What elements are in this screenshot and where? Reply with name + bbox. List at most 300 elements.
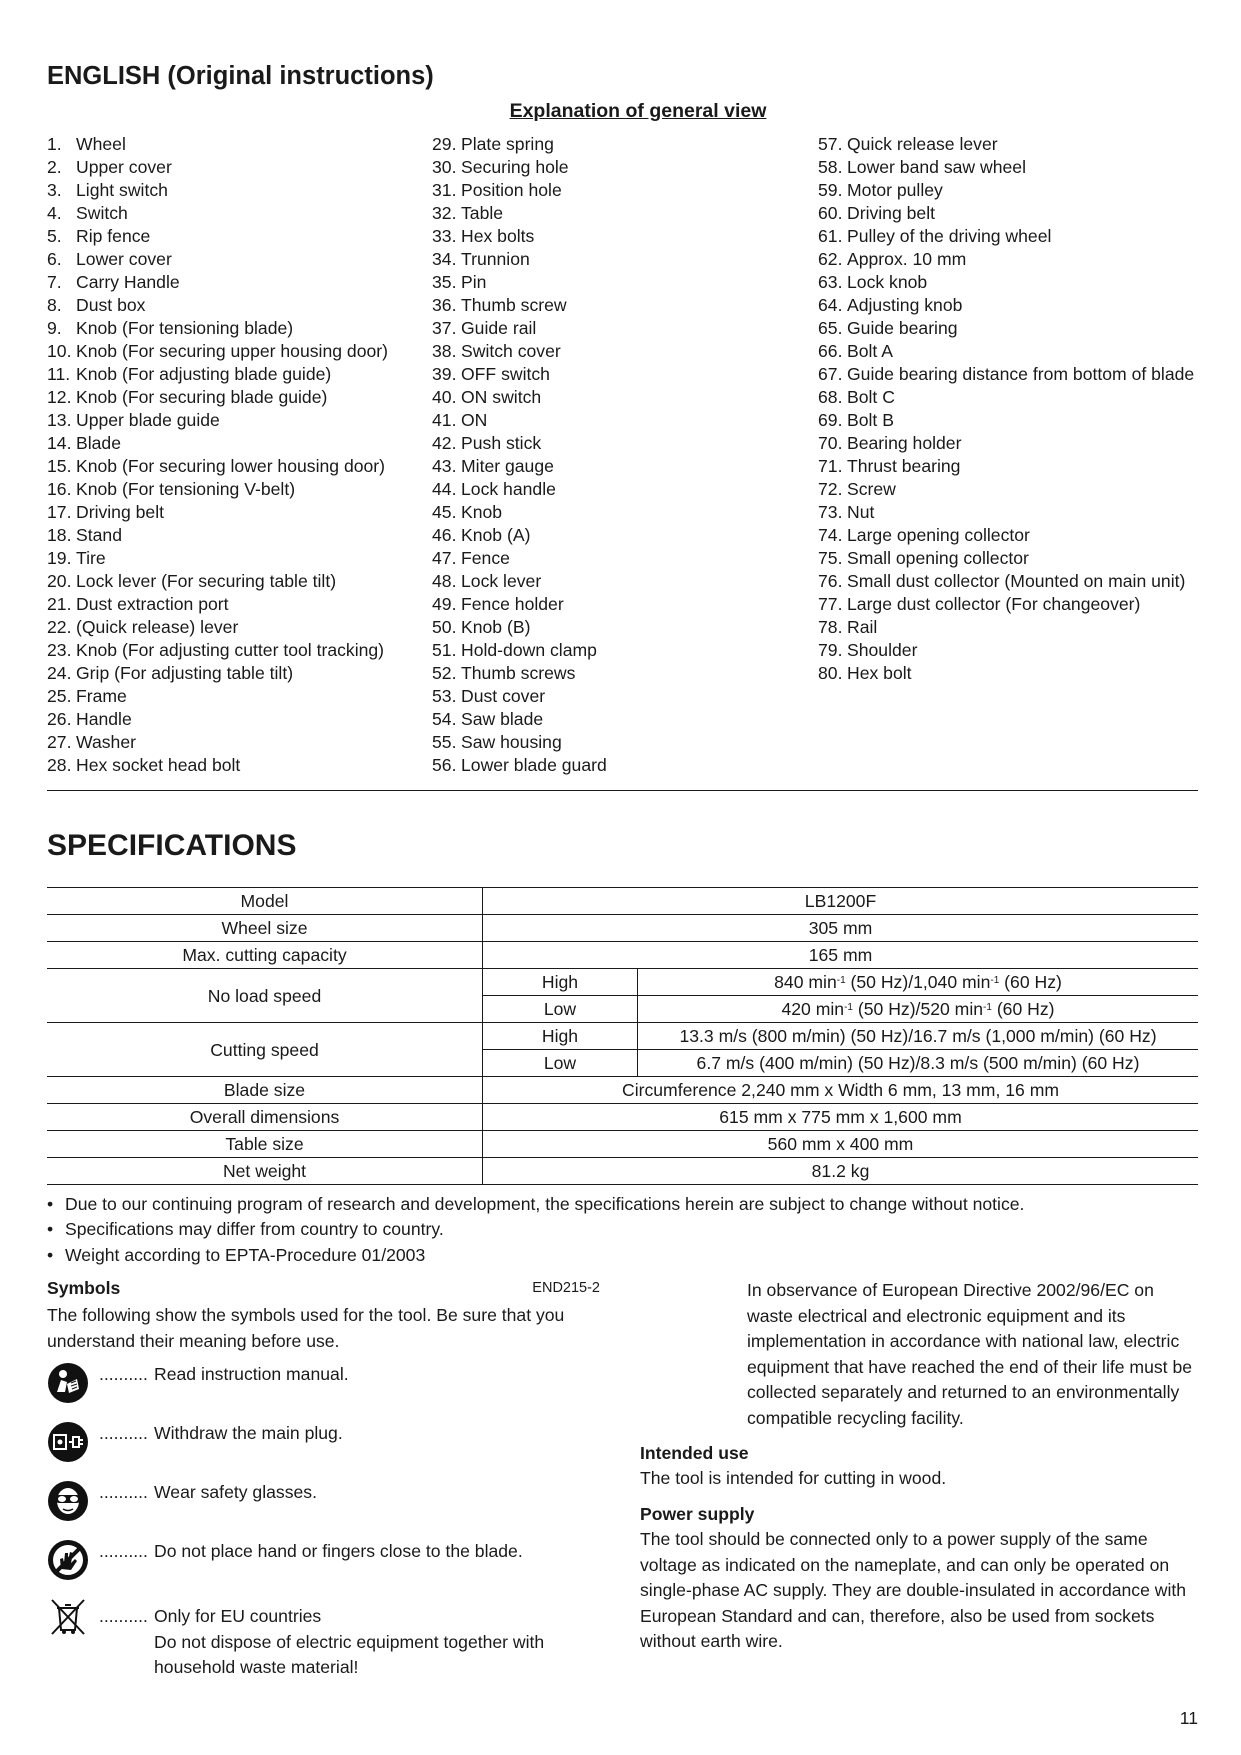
item-label: Upper blade guide (76, 410, 220, 430)
list-item (818, 616, 1218, 639)
item-number: 44. (432, 479, 457, 499)
item-number: 76. (818, 571, 843, 591)
spec-sublabel: Low (483, 996, 638, 1023)
spec-value: 615 mm x 775 mm x 1,600 mm (483, 1104, 1199, 1131)
symbol-leader: .......... (99, 1541, 148, 1561)
spec-label: Model (47, 888, 483, 915)
safety-glasses-icon (47, 1480, 89, 1522)
symbol-leader: .......... (99, 1364, 148, 1384)
item-number: 9. (47, 318, 62, 338)
list-item (47, 294, 427, 317)
item-number: 33. (432, 226, 457, 246)
spec-label: Overall dimensions (47, 1104, 483, 1131)
list-item (47, 432, 427, 455)
spec-label: Wheel size (47, 915, 483, 942)
item-label: Hold-down clamp (461, 640, 597, 660)
item-label: Securing hole (461, 157, 569, 177)
power-supply-heading: Power supply (640, 1504, 755, 1524)
list-item (47, 271, 427, 294)
list-item (818, 225, 1218, 248)
item-label: Screw (847, 479, 896, 499)
item-label: Pulley of the driving wheel (847, 226, 1052, 246)
item-label: Hex socket head bolt (76, 755, 241, 775)
item-number: 19. (47, 548, 72, 568)
item-number: 17. (47, 502, 72, 522)
item-number: 11. (47, 364, 71, 384)
list-item (47, 478, 427, 501)
item-label: Wheel (76, 134, 126, 154)
spec-value: Circumference 2,240 mm x Width 6 mm, 13 mm, 16 mm (483, 1077, 1199, 1104)
item-number: 25. (47, 686, 72, 706)
item-label: Nut (847, 502, 875, 522)
list-item (432, 202, 812, 225)
item-label: Large opening collector (847, 525, 1030, 545)
withdraw-plug-icon (47, 1421, 89, 1463)
spec-sublabel: High (483, 969, 638, 996)
list-item (47, 340, 427, 363)
list-item (47, 754, 427, 777)
item-label: Guide bearing distance from bottom of blade (847, 364, 1195, 384)
item-label: Saw housing (461, 732, 562, 752)
spec-note: • Due to our continuing program of research and development, the specifications herein are subject to change without notice. (47, 1192, 1024, 1217)
item-label: Bolt C (847, 387, 895, 407)
item-label: Rail (847, 617, 878, 637)
item-number: 49. (432, 594, 457, 614)
item-label: Upper cover (76, 157, 172, 177)
item-number: 40. (432, 387, 457, 407)
spec-label: Max. cutting capacity (47, 942, 483, 969)
item-label: Bolt A (847, 341, 893, 361)
list-item (47, 409, 427, 432)
item-number: 34. (432, 249, 457, 269)
item-number: 59. (818, 180, 843, 200)
item-label: Guide rail (461, 318, 537, 338)
item-number: 15. (47, 456, 72, 476)
item-label: Table (461, 203, 504, 223)
section-divider (47, 790, 1198, 791)
item-label: ON (461, 410, 488, 430)
weee-directive-text: In observance of European Directive 2002/96/EC on waste electrical and electronic equipment and its implementation in accordance with national law, electric equipment that have reached the end of their life must be collected separately and returned to an environmentally compatible recycling facility. (747, 1280, 1193, 1428)
spec-sublabel: Low (483, 1050, 638, 1077)
item-number: 53. (432, 686, 457, 706)
item-label: Switch (76, 203, 128, 223)
item-label: Handle (76, 709, 132, 729)
symbol-leader: .......... (99, 1606, 148, 1626)
item-number: 45. (432, 502, 457, 522)
list-item (818, 202, 1218, 225)
item-label: Lock lever (For securing table tilt) (76, 571, 337, 591)
list-item (432, 708, 812, 731)
spec-value: 81.2 kg (483, 1158, 1199, 1185)
item-label: Thrust bearing (847, 456, 961, 476)
list-item (818, 248, 1218, 271)
item-number: 4. (47, 203, 62, 223)
spec-value: 840 $\min^{-1} (50$ Hz)/1,040 $\min^{-1} (60$ Hz) (638, 969, 1199, 996)
item-number: 16. (47, 479, 72, 499)
item-label: Knob (For tensioning blade) (76, 318, 294, 338)
list-item (432, 271, 812, 294)
symbol-leader: .......... (99, 1423, 148, 1443)
item-number: 75. (818, 548, 843, 568)
list-item (432, 409, 812, 432)
list-item (432, 179, 812, 202)
item-number: 5. (47, 226, 62, 246)
weee-bin-icon (47, 1596, 89, 1638)
list-item (818, 179, 1218, 202)
item-number: 62. (818, 249, 843, 269)
spec-value: 305 mm (483, 915, 1199, 942)
item-number: 35. (432, 272, 457, 292)
item-label: Knob (B) (461, 617, 531, 637)
list-item (47, 248, 427, 271)
list-item (432, 478, 812, 501)
item-number: 57. (818, 134, 843, 154)
item-number: 74. (818, 525, 843, 545)
specifications-title: SPECIFICATIONS (47, 829, 297, 862)
item-label: Lower band saw wheel (847, 157, 1026, 177)
list-item (432, 317, 812, 340)
list-item (432, 501, 812, 524)
item-number: 29. (432, 134, 457, 154)
item-number: 64. (818, 295, 843, 315)
item-number: 2. (47, 157, 62, 177)
spec-sublabel: High (483, 1023, 638, 1050)
item-number: 79. (818, 640, 843, 660)
item-label: Lock handle (461, 479, 556, 499)
item-number: 38. (432, 341, 457, 361)
item-number: 14. (47, 433, 72, 453)
item-label: Fence holder (461, 594, 564, 614)
item-label: Knob (For securing lower housing door) (76, 456, 386, 476)
table-row (47, 942, 1198, 969)
item-number: 39. (432, 364, 457, 384)
list-item (432, 432, 812, 455)
item-label: Stand (76, 525, 122, 545)
general-view-title: Explanation of general view (509, 100, 767, 122)
item-number: 13. (47, 410, 72, 430)
item-label: (Quick release) lever (76, 617, 239, 637)
list-item (432, 156, 812, 179)
list-item (47, 455, 427, 478)
item-label: Shoulder (847, 640, 918, 660)
item-number: 46. (432, 525, 457, 545)
spec-value: LB1200F (483, 888, 1199, 915)
document-code: END215-2 (532, 1280, 600, 1296)
power-supply-text: The tool should be connected only to a power supply of the same voltage as indicated on the nameplate, and can only be operated on single-phase AC supply. They are double-insulated in accordance with European Standard and can, therefore, also be used from sockets without earth wire. (640, 1529, 1187, 1651)
general-view-column-3 (818, 133, 1218, 685)
symbol-text-line: Only for EU countries (154, 1606, 322, 1626)
item-number: 24. (47, 663, 72, 683)
symbol-text: Read instruction manual. (154, 1364, 349, 1384)
item-label: Grip (For adjusting table tilt) (76, 663, 294, 683)
list-item (47, 593, 427, 616)
item-label: Knob (For tensioning V-belt) (76, 479, 296, 499)
list-item (47, 662, 427, 685)
symbol-leader: .......... (99, 1482, 148, 1502)
list-item (47, 685, 427, 708)
item-number: 8. (47, 295, 62, 315)
item-label: Dust box (76, 295, 146, 315)
item-number: 80. (818, 663, 843, 683)
list-item (47, 524, 427, 547)
item-label: Knob (A) (461, 525, 531, 545)
item-label: Washer (76, 732, 136, 752)
item-label: Motor pulley (847, 180, 943, 200)
item-number: 43. (432, 456, 457, 476)
item-label: Lower cover (76, 249, 172, 269)
table-row (47, 1104, 1198, 1131)
spec-value: 420 $\min^{-1} (50$ Hz)/520 $\min^{-1} (60$ Hz) (638, 996, 1199, 1023)
no-hands-icon (47, 1539, 89, 1581)
list-item (47, 708, 427, 731)
item-label: OFF switch (461, 364, 550, 384)
list-item (818, 570, 1218, 593)
item-number: 70. (818, 433, 843, 453)
read-manual-icon (47, 1362, 89, 1404)
list-item (47, 501, 427, 524)
item-number: 77. (818, 594, 843, 614)
item-label: Push stick (461, 433, 542, 453)
list-item (432, 455, 812, 478)
item-label: Dust extraction port (76, 594, 229, 614)
item-number: 73. (818, 502, 843, 522)
item-label: Small opening collector (847, 548, 1029, 568)
item-number: 32. (432, 203, 457, 223)
list-item (47, 156, 427, 179)
list-item (818, 455, 1218, 478)
table-row (47, 1077, 1198, 1104)
item-label: ON switch (461, 387, 542, 407)
spec-value: 165 mm (483, 942, 1199, 969)
list-item (432, 340, 812, 363)
item-label: Rip fence (76, 226, 151, 246)
list-item (818, 593, 1218, 616)
list-item (432, 386, 812, 409)
item-number: 6. (47, 249, 62, 269)
item-number: 47. (432, 548, 457, 568)
list-item (818, 478, 1218, 501)
item-number: 41. (432, 410, 457, 430)
spec-label: Table size (47, 1131, 483, 1158)
symbol-text: Do not place hand or fingers close to the blade. (154, 1541, 523, 1561)
intended-use-heading: Intended use (640, 1443, 749, 1463)
item-label: Miter gauge (461, 456, 554, 476)
list-item (47, 179, 427, 202)
item-label: Position hole (461, 180, 562, 200)
spec-label: No load speed (47, 969, 483, 1023)
list-item (47, 616, 427, 639)
list-item (47, 133, 427, 156)
list-item (432, 133, 812, 156)
item-label: Pin (461, 272, 487, 292)
item-label: Fence (461, 548, 510, 568)
page-number: 11 (1179, 1708, 1198, 1728)
page-title: ENGLISH (Original instructions) (47, 62, 434, 90)
item-number: 51. (432, 640, 457, 660)
item-label: Knob (For securing blade guide) (76, 387, 328, 407)
item-number: 3. (47, 180, 62, 200)
spec-note: • Specifications may differ from country to country. (47, 1217, 1024, 1242)
list-item (432, 593, 812, 616)
item-label: Bolt B (847, 410, 894, 430)
list-item (432, 731, 812, 754)
list-item (818, 340, 1218, 363)
item-label: Driving belt (76, 502, 165, 522)
table-row (47, 915, 1198, 942)
item-label: Knob (461, 502, 503, 522)
list-item (432, 248, 812, 271)
list-item (47, 225, 427, 248)
item-number: 36. (432, 295, 457, 315)
item-number: 69. (818, 410, 843, 430)
item-number: 1. (47, 134, 62, 154)
item-number: 48. (432, 571, 457, 591)
list-item (818, 317, 1218, 340)
spec-value: 6.7 m/s (400 m/min) (50 Hz)/8.3 m/s (500 m/min) (60 Hz) (638, 1050, 1199, 1077)
item-number: 63. (818, 272, 843, 292)
item-label: Saw blade (461, 709, 544, 729)
list-item (818, 639, 1218, 662)
list-item (818, 409, 1218, 432)
item-label: Driving belt (847, 203, 936, 223)
table-row (47, 1023, 1198, 1050)
item-number: 78. (818, 617, 843, 637)
item-label: Adjusting knob (847, 295, 963, 315)
item-label: Switch cover (461, 341, 561, 361)
item-number: 27. (47, 732, 72, 752)
spec-label: Cutting speed (47, 1023, 483, 1077)
item-number: 58. (818, 157, 843, 177)
list-item (818, 501, 1218, 524)
item-label: Knob (For adjusting cutter tool tracking) (76, 640, 385, 660)
item-number: 37. (432, 318, 457, 338)
item-label: Thumb screw (461, 295, 567, 315)
item-label: Lock knob (847, 272, 928, 292)
item-label: Carry Handle (76, 272, 180, 292)
item-number: 30. (432, 157, 457, 177)
item-label: Lock lever (461, 571, 542, 591)
item-label: Knob (For securing upper housing door) (76, 341, 388, 361)
list-item (47, 202, 427, 225)
list-item (818, 662, 1218, 685)
table-row (47, 888, 1198, 915)
list-item (47, 363, 427, 386)
symbol-text-line: Do not dispose of electric equipment together with household waste material! (154, 1631, 545, 1677)
spec-value: 13.3 m/s (800 m/min) (50 Hz)/16.7 m/s (1,000 m/min) (60 Hz) (638, 1023, 1199, 1050)
list-item (432, 685, 812, 708)
item-number: 7. (47, 272, 62, 292)
item-number: 54. (432, 709, 457, 729)
list-item (47, 731, 427, 754)
list-item (47, 317, 427, 340)
specifications-table (47, 887, 1198, 1185)
item-label: Frame (76, 686, 127, 706)
item-number: 31. (432, 180, 457, 200)
list-item (818, 547, 1218, 570)
symbols-intro: The following show the symbols used for the tool. Be sure that you understand their meaning before use. (47, 1305, 565, 1351)
list-item (818, 271, 1218, 294)
symbol-text (154, 1604, 614, 1681)
item-label: Plate spring (461, 134, 554, 154)
item-number: 71. (818, 456, 843, 476)
spec-value: 560 mm x 400 mm (483, 1131, 1199, 1158)
list-item (47, 547, 427, 570)
spec-note: • Weight according to EPTA-Procedure 01/2003 (47, 1243, 1024, 1268)
item-number: 67. (818, 364, 843, 384)
item-number: 72. (818, 479, 843, 499)
list-item (432, 225, 812, 248)
item-label: Hex bolts (461, 226, 535, 246)
symbol-text: Wear safety glasses. (154, 1482, 317, 1502)
list-item (818, 386, 1218, 409)
item-number: 61. (818, 226, 843, 246)
list-item (432, 363, 812, 386)
item-label: Blade (76, 433, 121, 453)
table-row (47, 1158, 1198, 1185)
list-item (818, 133, 1218, 156)
item-label: Bearing holder (847, 433, 962, 453)
item-number: 23. (47, 640, 72, 660)
list-item (432, 547, 812, 570)
list-item (818, 432, 1218, 455)
item-label: Approx. 10 mm (847, 249, 967, 269)
item-label: Large dust collector (For changeover) (847, 594, 1141, 614)
item-label: Tire (76, 548, 106, 568)
item-label: Trunnion (461, 249, 530, 269)
general-view-column-2 (432, 133, 812, 777)
list-item (818, 363, 1218, 386)
list-item (432, 616, 812, 639)
item-number: 56. (432, 755, 457, 775)
item-number: 18. (47, 525, 72, 545)
list-item (47, 386, 427, 409)
item-number: 68. (818, 387, 843, 407)
symbol-text: Withdraw the main plug. (154, 1423, 343, 1443)
list-item (432, 524, 812, 547)
item-number: 12. (47, 387, 72, 407)
list-item (432, 662, 812, 685)
item-number: 42. (432, 433, 457, 453)
item-number: 20. (47, 571, 72, 591)
list-item (432, 570, 812, 593)
item-number: 60. (818, 203, 843, 223)
list-item (432, 294, 812, 317)
item-number: 21. (47, 594, 72, 614)
item-number: 50. (432, 617, 457, 637)
item-label: Guide bearing (847, 318, 958, 338)
item-label: Thumb screws (461, 663, 576, 683)
item-number: 52. (432, 663, 457, 683)
item-number: 66. (818, 341, 843, 361)
item-number: 65. (818, 318, 843, 338)
list-item (818, 294, 1218, 317)
list-item (432, 639, 812, 662)
item-number: 22. (47, 617, 72, 637)
item-label: Light switch (76, 180, 168, 200)
item-number: 10. (47, 341, 72, 361)
item-label: Dust cover (461, 686, 546, 706)
table-row (47, 1131, 1198, 1158)
item-label: Hex bolt (847, 663, 912, 683)
table-row (47, 969, 1198, 996)
spec-label: Net weight (47, 1158, 483, 1185)
list-item (818, 156, 1218, 179)
item-label: Quick release lever (847, 134, 998, 154)
list-item (47, 639, 427, 662)
list-item (818, 524, 1218, 547)
spec-label: Blade size (47, 1077, 483, 1104)
symbols-heading-row (47, 1278, 600, 1299)
